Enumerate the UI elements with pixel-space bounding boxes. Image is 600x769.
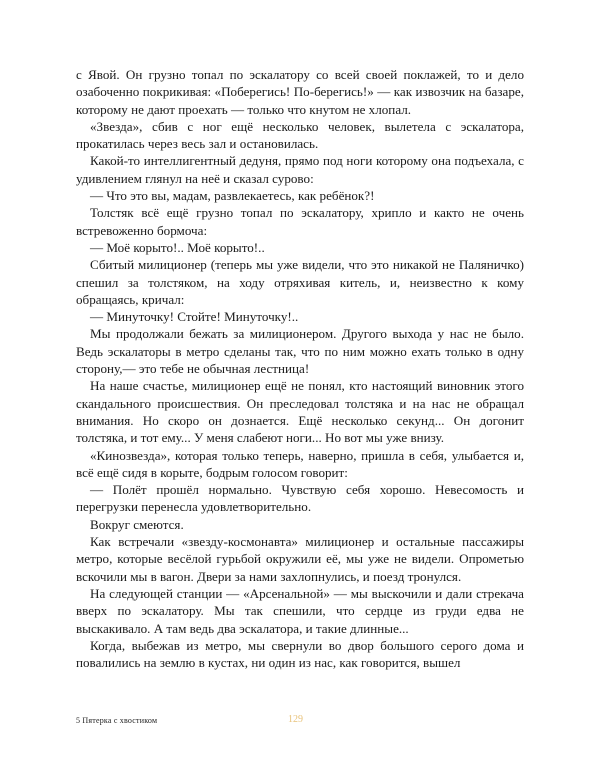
printer-signature: 5 Пятерка с хвостиком: [76, 716, 158, 725]
paragraph: — Моё корыто!.. Моё корыто!..: [90, 239, 265, 255]
paragraph: Когда, выбежав из метро, мы свернули во двор большого серого дома и повалились на землю в кустах, ни один из нас, как говорится, вышел: [76, 637, 524, 671]
paragraph: «Кинозвезда», которая только теперь, наверно, пришла в себя, улыбается и, всё ещё сидя в корыте, бодрым голосом говорит:: [76, 447, 524, 480]
paragraph: На следующей станции — «Арсенальной» — мы выскочили и дали стрекача вверх по эскалатору. Мы так спешили, что сердце из груди едва не выскакивало. А там ведь два эскалатора, и такие длинные...: [76, 585, 524, 636]
paragraph: «Звезда», сбив с ног ещё несколько человек, вылетела с эскалатора, прокатилась через весь зал и остановилась.: [76, 118, 524, 152]
page-footer: [76, 716, 524, 730]
paragraph: Сбитый милиционер (теперь мы уже видели, что это никакой не Паляничко) спешил за толстяком, на ходу отряхивая китель, и, неизвестно к кому обращаясь, кричал:: [76, 257, 524, 307]
paragraph: Какой-то интеллигентный дедуня, прямо под ноги которому она подъехала, с удивлением глянул на неё и сказал сурово:: [76, 153, 524, 186]
paragraph: Мы продолжали бежать за милиционером. Другого выхода у нас не было. Ведь эскалаторы в метро сделаны так, что по ним можно ехать только в одну сторону,— это тебе не обычная лестница!: [76, 326, 524, 377]
paragraph: с Явой. Он грузно топал по эскалатору со всей своей поклажей, то и дело озабоченно покрикивая: «Поберегись! По-берегись!» — как извозчик на базаре, которому не дают проехать — только что кнутом не хлопал.: [76, 67, 524, 117]
paragraph: — Что это вы, мадам, развлекаетесь, как ребёнок?!: [90, 188, 375, 204]
paragraph: Толстяк всё ещё грузно топал по эскалатору, хрипло и както не очень встревоженно бормоча:: [76, 205, 524, 238]
paragraph: Вокруг смеются.: [90, 516, 184, 532]
page-number: 129: [288, 714, 303, 725]
paragraph: Как встречали «звезду-космонавта» милиционер и остальные пассажиры метро, которые весёлой гурьбой окружили её, мы уже не видели. Опрометью вскочили мы в вагон. Двери за нами захлопнулись, и поезд тронулся.: [76, 534, 524, 584]
book-page-text: [76, 66, 524, 671]
paragraph: На наше счастье, милиционер ещё не понял, кто настоящий виновник этого скандального происшествия. Он преследовал толстяка и на нас не обращал внимания. Но скоро он дознается. Ещё несколько секунд... Он догонит толстяка, и тот ему... У меня слабеют ноги... Но вот мы уже внизу.: [76, 378, 524, 446]
paragraph: — Минуточку! Стойте! Минуточку!..: [90, 309, 299, 325]
paragraph: — Полёт прошёл нормально. Чувствую себя хорошо. Невесомость и перегрузки перенесла удовлетворительно.: [76, 482, 524, 515]
